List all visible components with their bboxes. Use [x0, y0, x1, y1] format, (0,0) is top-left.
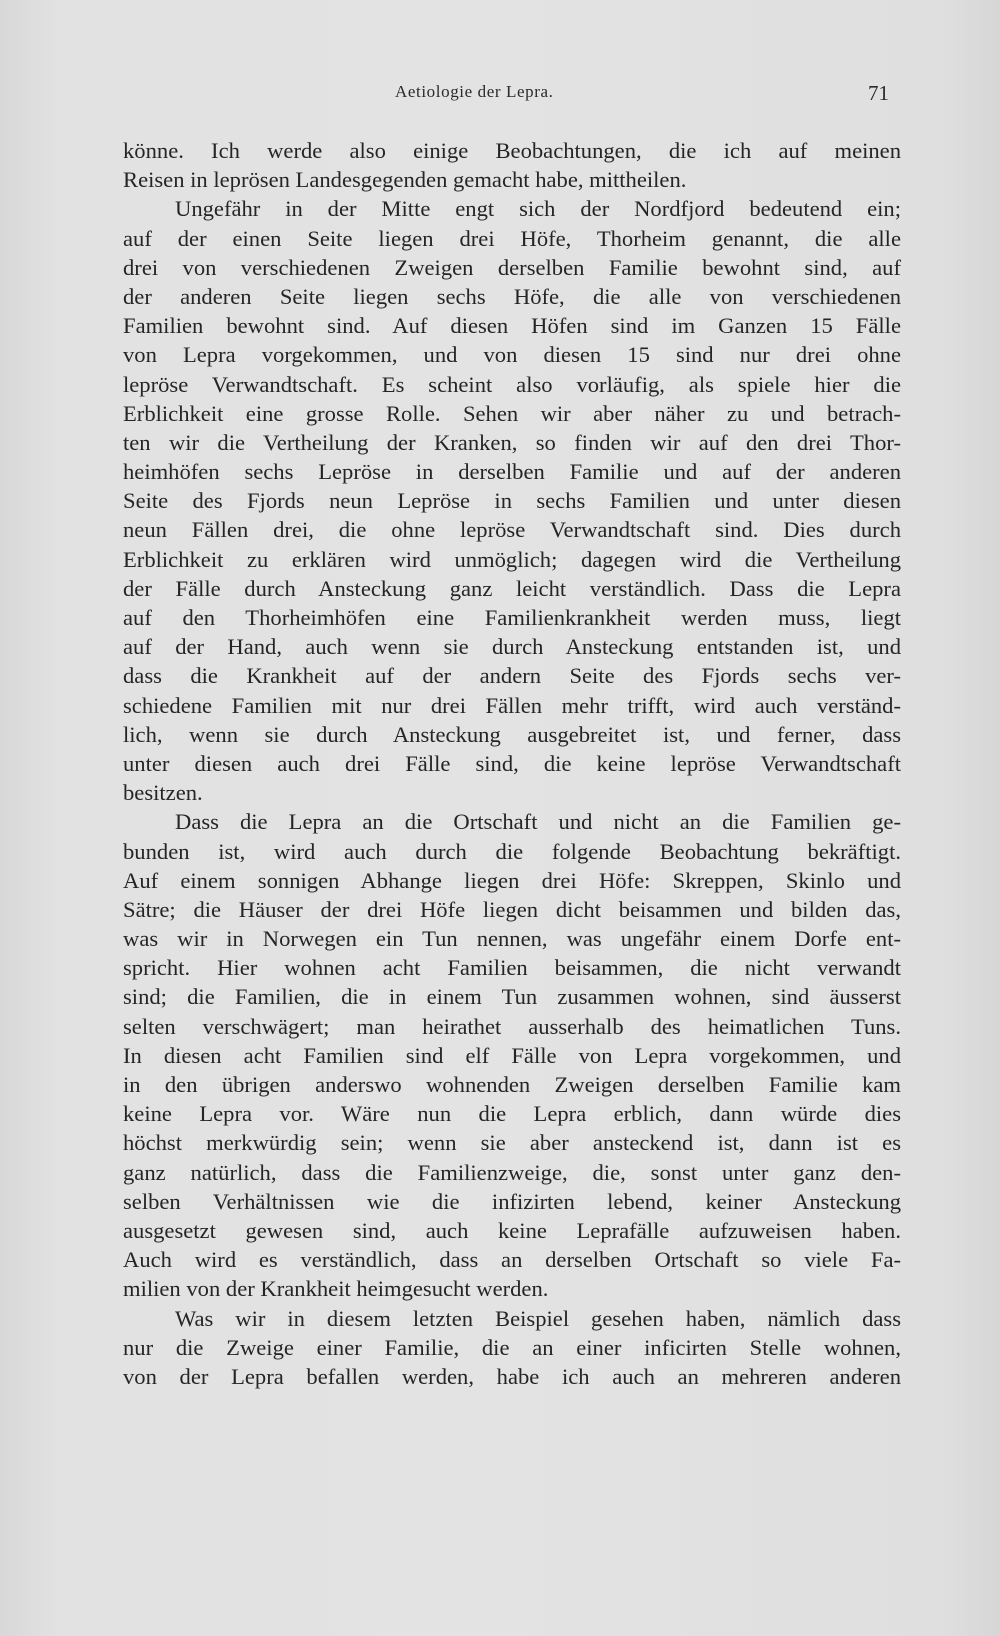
- text-line: von Lepra vorgekommen, und von diesen 15 sind nur drei ohne: [123, 342, 901, 368]
- text-line: Reisen in leprösen Landesgegenden gemacht habe, mittheilen.: [123, 167, 687, 193]
- text-line: in den übrigen anderswo wohnenden Zweigen derselben Familie kam: [123, 1072, 901, 1097]
- paragraph-first-line: Was wir in diesem letzten Beispiel gesehen haben, nämlich dass: [175, 1305, 901, 1331]
- text-line: auf der einen Seite liegen drei Höfe, Thorheim genannt, die alle: [123, 225, 901, 251]
- text-line: Sätre; die Häuser der drei Höfe liegen dicht beisammen und bilden das,: [123, 896, 901, 922]
- text-line: unter diesen auch drei Fälle sind, die keine lepröse Verwandtschaft: [123, 750, 901, 776]
- text-line: selten verschwägert; man heirathet ausserhalb des heimatlichen Tuns.: [123, 1013, 901, 1039]
- running-head: [0, 82, 1000, 112]
- text-line: könne. Ich werde also einige Beobachtungen, die ich auf meinen: [123, 138, 901, 163]
- running-title: Aetiologie der Lepra.: [395, 82, 554, 101]
- paragraph-first-line: Ungefähr in der Mitte engt sich der Nordfjord bedeutend ein;: [175, 196, 901, 222]
- text-line: lepröse Verwandtschaft. Es scheint also vorläufig, als spiele hier die: [123, 371, 901, 397]
- text-line: Erblichkeit eine grosse Rolle. Sehen wir aber näher zu und betrach-: [123, 400, 901, 426]
- text-line: selben Verhältnissen wie die infizirten lebend, keiner Ansteckung: [123, 1188, 901, 1214]
- page-number: 71: [868, 81, 889, 105]
- text-line: ten wir die Vertheilung der Kranken, so finden wir auf den drei Thor-: [123, 429, 901, 455]
- text-line: dass die Krankheit auf der andern Seite des Fjords sechs ver-: [123, 663, 901, 689]
- text-line: heimhöfen sechs Lepröse in derselben Familie und auf der anderen: [123, 459, 901, 485]
- text-line: ganz natürlich, dass die Familienzweige, die, sonst unter ganz den-: [123, 1159, 901, 1185]
- text-line: Auf einem sonnigen Abhange liegen drei Höfe: Skreppen, Skinlo und: [123, 867, 901, 893]
- text-line: von der Lepra befallen werden, habe ich auch an mehreren anderen: [123, 1363, 901, 1389]
- text-line: auf der Hand, auch wenn sie durch Ansteckung entstanden ist, und: [123, 634, 901, 660]
- text-line: Erblichkeit zu erklären wird unmöglich; dagegen wird die Vertheilung: [123, 546, 901, 572]
- text-line: höchst merkwürdig sein; wenn sie aber ansteckend ist, dann ist es: [123, 1130, 901, 1156]
- text-line: auf den Thorheimhöfen eine Familienkrankheit werden muss, liegt: [123, 605, 901, 630]
- text-line: Familien bewohnt sind. Auf diesen Höfen sind im Ganzen 15 Fälle: [123, 313, 901, 339]
- text-line: bunden ist, wird auch durch die folgende Beobachtung bekräftigt.: [123, 838, 901, 864]
- text-line: lich, wenn sie durch Ansteckung ausgebreitet ist, und ferner, dass: [123, 721, 901, 747]
- text-line: milien von der Krankheit heimgesucht werden.: [123, 1276, 549, 1302]
- text-line: Seite des Fjords neun Lepröse in sechs Familien und unter diesen: [123, 488, 901, 514]
- text-line: besitzen.: [123, 780, 203, 806]
- text-line: nur die Zweige einer Familie, die an einer inficirten Stelle wohnen,: [123, 1334, 901, 1360]
- text-line: drei von verschiedenen Zweigen derselben Familie bewohnt sind, auf: [123, 254, 901, 280]
- paragraph-first-line: Dass die Lepra an die Ortschaft und nicht an die Familien ge-: [175, 809, 901, 835]
- text-line: schiedene Familien mit nur drei Fällen mehr trifft, wird auch verständ-: [123, 692, 901, 718]
- text-line: neun Fällen drei, die ohne lepröse Verwandtschaft sind. Dies durch: [123, 517, 901, 543]
- text-line: ausgesetzt gewesen sind, auch keine Leprafälle aufzuweisen haben.: [123, 1217, 901, 1243]
- text-line: spricht. Hier wohnen acht Familien beisammen, die nicht verwandt: [123, 955, 901, 981]
- text-line: Auch wird es verständlich, dass an derselben Ortschaft so viele Fa-: [123, 1247, 901, 1273]
- text-line: der anderen Seite liegen sechs Höfe, die alle von verschiedenen: [123, 283, 901, 309]
- text-line: was wir in Norwegen ein Tun nennen, was ungefähr einem Dorfe ent-: [123, 926, 901, 952]
- text-line: keine Lepra vor. Wäre nun die Lepra erblich, dann würde dies: [123, 1101, 901, 1127]
- body-text: [123, 136, 901, 1391]
- text-line: der Fälle durch Ansteckung ganz leicht verständlich. Dass die Lepra: [123, 575, 901, 601]
- text-line: In diesen acht Familien sind elf Fälle von Lepra vorgekommen, und: [123, 1042, 901, 1068]
- text-line: sind; die Familien, die in einem Tun zusammen wohnen, sind äusserst: [123, 984, 901, 1010]
